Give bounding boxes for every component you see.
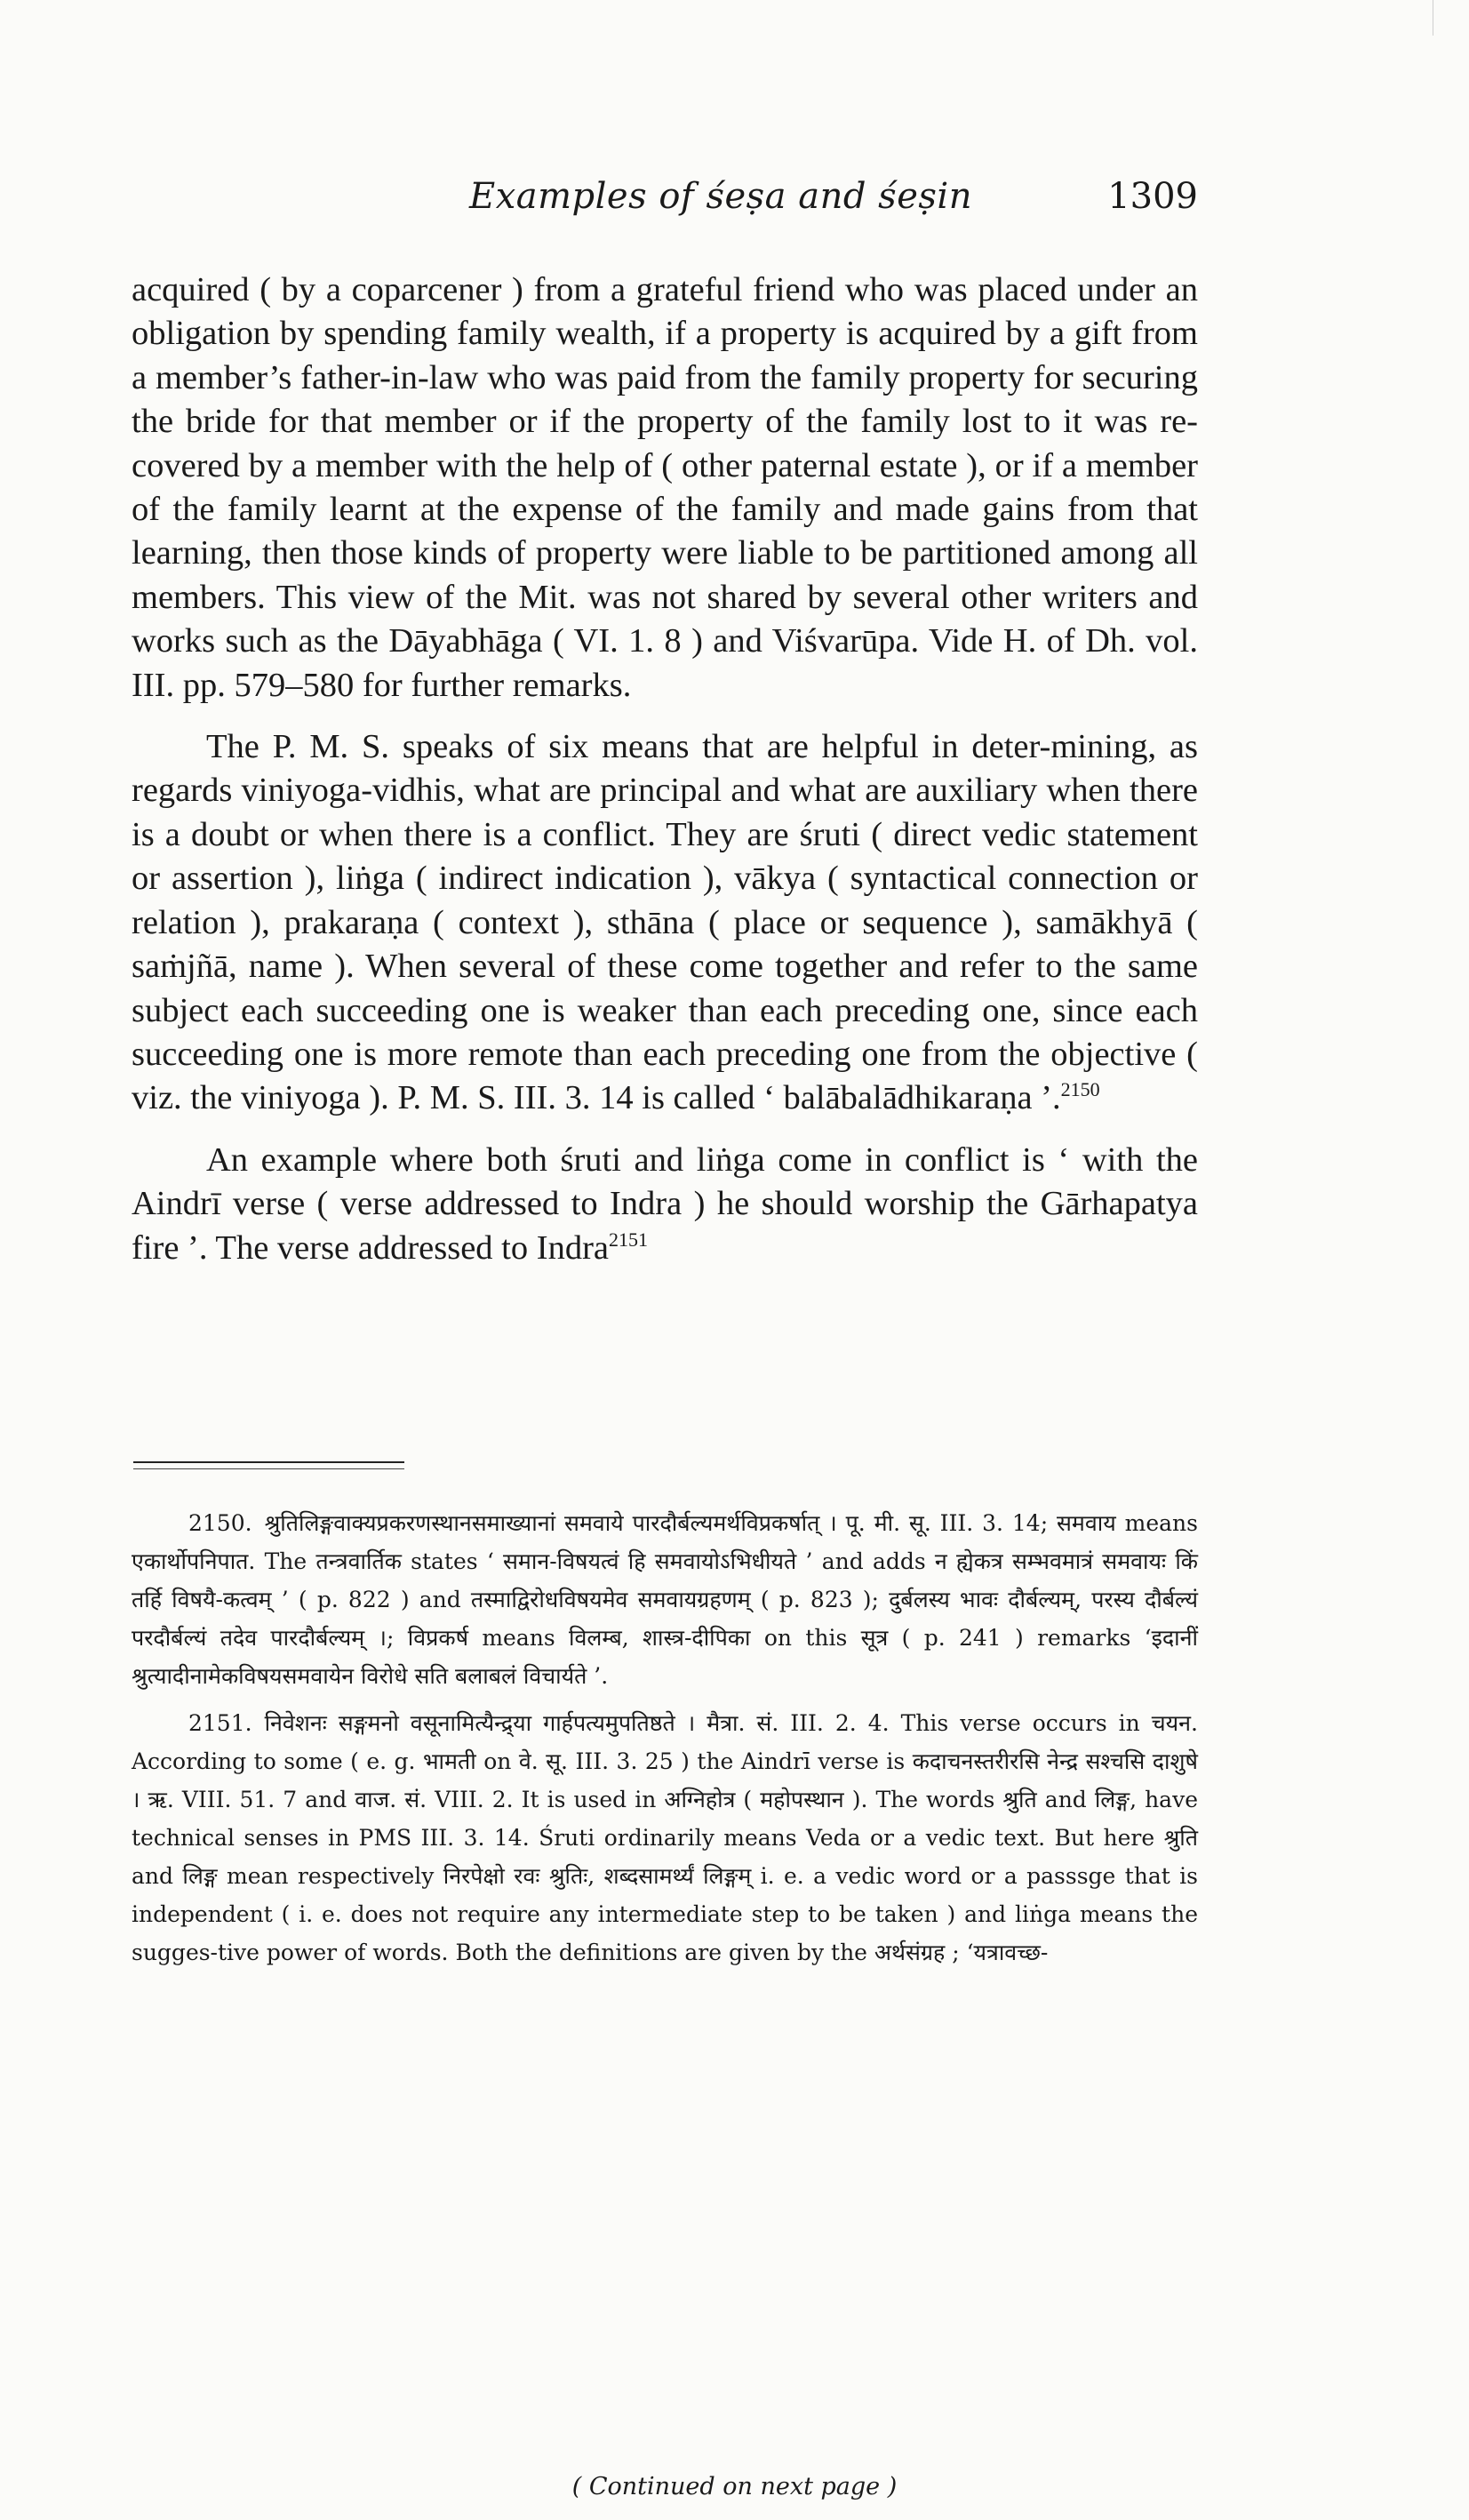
footnote-number: 2151. (188, 1710, 252, 1736)
paragraph-1 (132, 268, 1198, 708)
footnote-text: निवेशनः सङ्गमनो वसूनामित्यैन्द्र्या गार्हपत्यमुपतिष्ठते । मैत्रा. सं. III. 2. 4. This verse occurs in चयन. According to some ( e. g. भामती on वे. सू. III. 3. 25 ) the Aindrī verse is कदाचनस्तरीरसि नेन्द्र सश्चसि दाशुषे । ऋ. VIII. 51. 7 and वाज. सं. VIII. 2. It is used in अग्निहोत्र ( महोपस्थान ). The words श्रुति and लिङ्ग, have technical senses in PMS III. 3. 14. Śruti ordinarily means Veda or a vedic text. But here श्रुति and लिङ्ग mean respectively निरपेक्षो रवः श्रुतिः, शब्दसामर्थ्यं लिङ्गम् i. e. a vedic word or a passsge that is independent ( i. e. does not require any intermediate step to be taken ) and liṅga means the sugges-tive power of words. Both the definitions are given by the अर्थसंग्रह ; ‘यत्रावच्छ- (132, 1710, 1198, 1965)
footnote-ref-2150: 2150 (1060, 1078, 1100, 1101)
paragraph-2 (132, 725, 1198, 1121)
footnote-text: श्रुतिलिङ्गवाक्यप्रकरणस्थानसमाख्यानां समवाये पारदौर्बल्यमर्थविप्रकर्षात् । पू. मी. सू. III. 3. 14; समवाय means एकार्थोपनिपात. The तन्त्रवार्तिक states ‘ समान-विषयत्वं हि समवायोऽभिधीयते ’ and adds न ह्येकत्र सम्भवमात्रं समवायः किं तर्हि विषयै-कत्वम् ’ ( p. 822 ) and तस्माद्विरोधविषयमेव समवायग्रहणम् ( p. 823 ); दुर्बलस्य भावः दौर्बल्यम्, परस्य दौर्बल्यं परदौर्बल्यं तदेव पारदौर्बल्यम् ।; विप्रकर्ष means विलम्ब, शास्त्र-दीपिका on this सूत्र ( p. 241 ) remarks ‘इदानीं श्रुत्यादीनामेकविषयसमवायेन विरोधे सति बलाबलं विचार्यते ’. (132, 1510, 1198, 1689)
paragraph-3 (132, 1139, 1198, 1270)
footnote-2151 (132, 1704, 1198, 1972)
paragraph-2-text: The P. M. S. speaks of six means that are helpful in deter-mining, as regards viniyoga-vidhis, what are principal and what are auxiliary when there is a doubt or when there is a conflict. They are śruti ( direct vedic statement or assertion ), liṅga ( indirect indication ), vākya ( syntactical connection or relation ), prakaraṇa ( context ), sthāna ( place or sequence ), samākhyā ( saṁjñā, name ). When several of these come together and refer to the same subject each succeeding one is weaker than each preceding one, since each succeeding one is more remote than each preceding one from the objective ( viz. the viniyoga ). P. M. S. III. 3. 14 is called ‘ balābalādhikaraṇa ’. (132, 728, 1198, 1117)
continued-note: ( Continued on next page ) (571, 2473, 898, 2500)
footnotes (132, 1504, 1198, 1972)
paragraph-1-text: acquired ( by a coparcener ) from a grateful friend who was placed under an obligation by spending family wealth, if a property is acquired by a gift from a member’s father-in-law who was paid from the family property for securing the bride for that member or if the property of the family lost to it was re-covered by a member with the help of ( other paternal estate ), or if a member of the family learnt at the expense of the family and made gains from that learning, then those kinds of property were liable to be partitioned among all members. This view of the Mit. was not shared by several other writers and works such as the Dāyabhāga ( VI. 1. 8 ) and Viśvarūpa. Vide H. of Dh. vol. III. pp. 579–580 for further remarks. (132, 271, 1198, 704)
running-title: Examples of śeṣa and śeṣin (469, 176, 972, 217)
footnote-ref-2151: 2151 (609, 1228, 648, 1251)
page-number: 1309 (1107, 176, 1198, 217)
footnote-2150 (132, 1504, 1198, 1695)
paragraph-3-text: An example where both śruti and liṅga come in conflict is ‘ with the Aindrī verse ( verse addressed to Indra ) he should worship the Gārhapatya fire ’. The verse addressed to Indra (132, 1140, 1198, 1267)
footnote-separator (133, 1461, 404, 1469)
page-header (132, 176, 1198, 233)
body-text (132, 268, 1198, 1270)
footnote-number: 2150. (188, 1510, 252, 1536)
